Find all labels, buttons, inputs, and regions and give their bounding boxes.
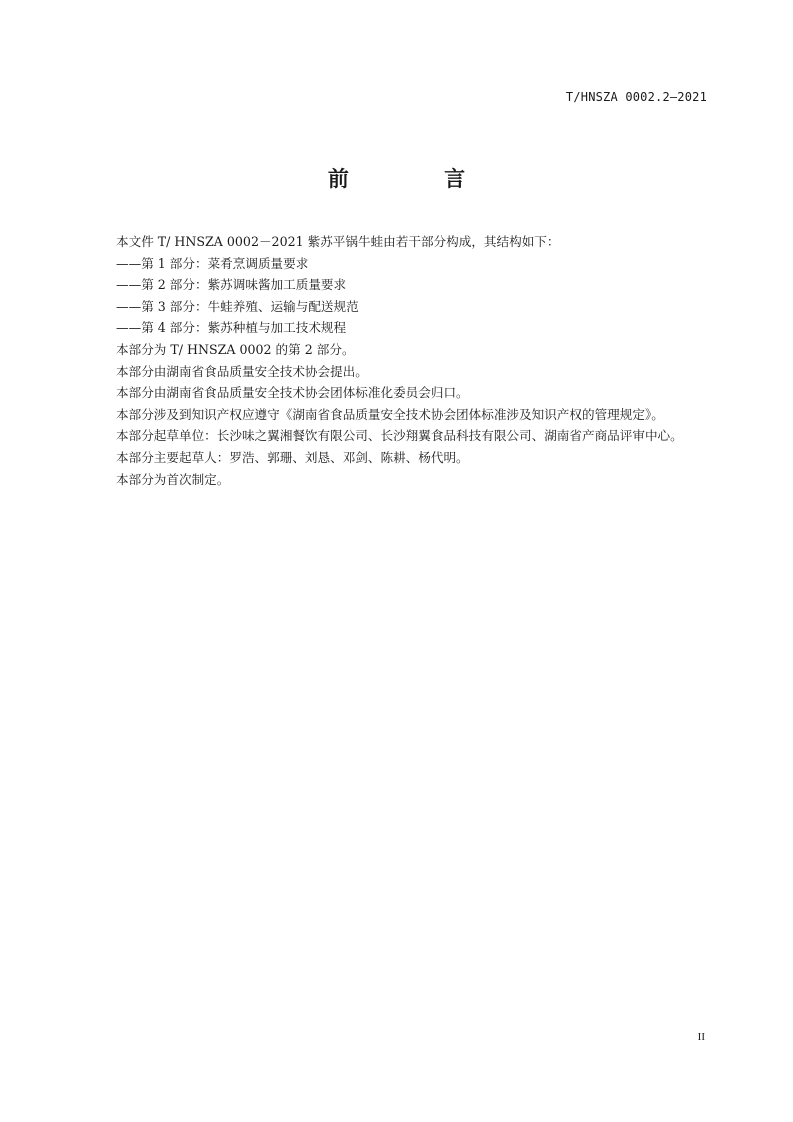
drafting-units-paragraph: 本部分起草单位：长沙味之翼湘餐饮有限公司、长沙翔翼食品科技有限公司、湖南省产商品评审中心。 [116, 428, 683, 444]
ip-paragraph: 本部分涉及到知识产权应遵守《湖南省食品质量安全技术协会团体标准涉及知识产权的管理规定》。 [116, 406, 664, 422]
part-statement-paragraph: 本部分为 T/ HNSZA 0002 的第 2 部分。 [116, 341, 355, 357]
document-id: T/HNSZA 0002.2—2021 [565, 90, 707, 104]
proposer-paragraph: 本部分由湖南省食品质量安全技术协会提出。 [116, 363, 368, 379]
part-list-item: ——第 3 部分：牛蛙养殖、运输与配送规范 [116, 298, 359, 314]
authority-paragraph: 本部分由湖南省食品质量安全技术协会团体标准化委员会归口。 [116, 385, 469, 401]
page-number: II [697, 1031, 705, 1043]
part-list-item: ——第 4 部分：紫苏种植与加工技术规程 [116, 320, 347, 336]
part-list-item: ——第 1 部分：菜肴烹调质量要求 [116, 255, 309, 271]
part-list-item: ——第 2 部分：紫苏调味酱加工质量要求 [116, 277, 347, 293]
document-body [88, 231, 713, 490]
page-title: 前 言 [327, 167, 510, 191]
drafters-paragraph: 本部分主要起草人：罗浩、郭珊、刘恳、邓剑、陈耕、杨代明。 [116, 449, 469, 465]
intro-paragraph: 本文件 T/ HNSZA 0002－2021 紫苏平锅牛蛙由若干部分构成，其结构如下： [116, 234, 560, 249]
first-edition-paragraph: 本部分为首次制定。 [116, 471, 230, 487]
